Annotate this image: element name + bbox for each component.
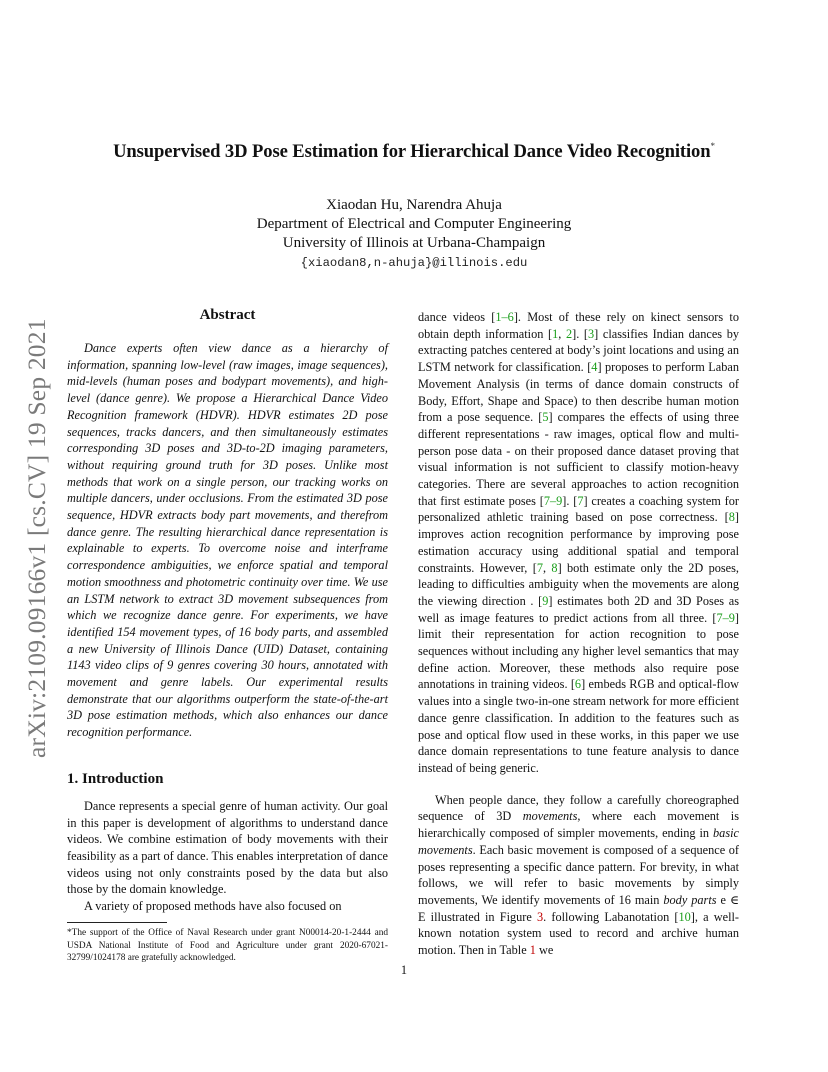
body-text: , bbox=[558, 326, 566, 341]
emphasis-text: body parts bbox=[663, 892, 717, 907]
body-text: ]. [ bbox=[572, 326, 588, 341]
body-text: ] embeds RGB and optical-flow values into a single two-in-one stream network for more efficient dance genre classification. In addition to the features such as pose and optical flow used in these works, in this paper we use dance domain representations to tune feature analysis to dance instead of being generic. bbox=[418, 677, 740, 775]
body-text: When people dance, they follow a carefully choreographed sequence of 3D bbox=[418, 792, 739, 824]
citation-link[interactable]: 7 bbox=[577, 493, 584, 508]
right-paragraph-1 bbox=[418, 309, 739, 777]
citation-link[interactable]: 1 bbox=[552, 326, 559, 341]
section-heading-introduction: 1. Introduction bbox=[67, 770, 164, 787]
title-footnote-mark: * bbox=[710, 141, 715, 151]
figure-reference-link[interactable]: 3 bbox=[537, 909, 544, 924]
body-text: ] limit their representation for action recognition to pose sequences without including any higher level semantics that may define action. Moreover, these methods also require pose annotations in training videos. [ bbox=[418, 610, 739, 692]
author-university: University of Illinois at Urbana-Champaign bbox=[282, 235, 546, 251]
body-text: ] creates a coaching system for personalized athletic training based on pose correctness. [ bbox=[418, 493, 739, 525]
left-column bbox=[67, 307, 388, 915]
body-text: e ∈ E illustrated in Figure bbox=[418, 892, 739, 924]
body-text: ] both estimate only the 2D poses, leading to difficulties ambiguity when the movements are along the viewing direction . [ bbox=[418, 560, 739, 608]
citation-link[interactable]: 6 bbox=[574, 677, 582, 692]
citation-link[interactable]: 7–9 bbox=[716, 610, 735, 625]
citation-link[interactable]: 5 bbox=[542, 410, 549, 425]
body-text: . following Labanotation [ bbox=[543, 909, 679, 924]
paper-title bbox=[60, 141, 768, 163]
author-block bbox=[160, 196, 668, 273]
body-text: ]. Most of these rely on kinect sensors to obtain depth information [ bbox=[418, 310, 739, 341]
intro-paragraph-1: Dance represents a special genre of human activity. Our goal in this paper is development of algorithms to understand dance videos. We combine estimation of body movements with their feasibility as a part of dance. This enables interpretation of dance videos using not only constraints posed by the data but also those by the domain knowledge. bbox=[67, 798, 388, 897]
citation-link[interactable]: 8 bbox=[551, 560, 558, 575]
table-reference-link[interactable]: 1 bbox=[529, 943, 536, 958]
body-text: ], a well-known notation system used to record and archive human motion. Then in Table bbox=[418, 909, 740, 958]
citation-link[interactable]: 2 bbox=[565, 326, 573, 341]
right-column bbox=[418, 309, 739, 959]
body-text: ] estimates both 2D and 3D Poses as well as image features to predict actions from all three. [ bbox=[418, 593, 740, 625]
page-number: 1 bbox=[400, 963, 408, 977]
emphasis-text: basic movements bbox=[418, 826, 739, 857]
footnote-rule bbox=[67, 922, 167, 923]
body-text: . Each basic movement is composed of a sequence of poses representing a specific dance pattern. For brevity, in what follows, we will refer to basic movements by simply movements, We identify movements of 16 main bbox=[418, 842, 739, 907]
citation-link[interactable]: 10 bbox=[678, 909, 691, 924]
citation-link[interactable]: 7 bbox=[536, 560, 543, 575]
right-paragraph-2 bbox=[418, 792, 739, 959]
citation-link[interactable]: 3 bbox=[588, 326, 595, 341]
author-department: Department of Electrical and Computer Engineering bbox=[256, 216, 572, 232]
body-text: ] proposes to perform Laban Movement Analysis (in terms of dance domain constructs of Body, Effort, Shape and Space) to then describe human motion from a pose sequence. [ bbox=[418, 360, 739, 425]
abstract-heading: Abstract bbox=[199, 307, 256, 323]
body-text: dance videos [ bbox=[418, 310, 496, 324]
body-text: , where each movement is hierarchically composed of simpler movements, ending in bbox=[418, 809, 740, 841]
body-text: ]. [ bbox=[562, 493, 578, 508]
abstract-text: Dance experts often view dance as a hierarchy of information, spanning low-level (raw images, image sequences), mid-levels (human poses and bodypart movements), and high-level (dance genre). We propose a Hierarchical Dance Video Recognition framework (HDVR). HDVR estimates 2D pose sequences, tracks dancers, and then simultaneously estimates corresponding 3D poses and 3D-to-2D imaging parameters, without requiring ground truth for 3D poses. Unlike most methods that work on a single person, our tracking works on multiple dancers, under occlusions. From the estimated 3D pose sequence, HDVR extracts body part movements, and therefrom dance genre. The resulting hierarchical dance representation is explainable to experts. To overcome noise and interframe correspondence ambiguities, we enforce spatial and temporal motion smoothness and photometric continuity over time. We use an LSTM network to extract 3D movement subsequences from which we recognize dance genre. For experiments, we have identified 154 movement types, of 16 body parts, and assembled a new University of Illinois Dance (UID) Dataset, containing 1143 video clips of 9 genres covering 30 hours, annotated with movement and genre labels. Our experimental results demonstrate that our algorithms outperform the state-of-the-art 3D pose estimation methods, which also enhances our dance recognition performance. bbox=[67, 341, 388, 740]
body-text: ] improves action recognition performance by improving pose estimation accuracy using additional spatial and temporal constraints. However, [ bbox=[418, 510, 739, 575]
citation-link[interactable]: 8 bbox=[728, 510, 735, 525]
citation-link[interactable]: 4 bbox=[591, 360, 598, 375]
body-text: ] classifies Indian dances by extracting patches centered at body’s joint locations and using an LSTM network for classification. [ bbox=[418, 326, 739, 375]
paper-title-text: Unsupervised 3D Pose Estimation for Hierarchical Dance Video Recognition bbox=[113, 141, 711, 162]
citation-link[interactable]: 1–6 bbox=[495, 310, 514, 324]
intro-paragraph-2-start: A variety of proposed methods have also focused on bbox=[84, 899, 342, 914]
emphasis-text: movements bbox=[522, 809, 578, 824]
arxiv-identifier[interactable]: arXiv:2109.09166v1 [cs.CV] 19 Sep 2021 bbox=[22, 318, 51, 758]
footnote-acknowledgment: *The support of the Office of Naval Research under grant N00014-20-1-2444 and USDA National Institute of Food and Agriculture under grant 2020-67021-32799/1024178 are gratefully acknowledged. bbox=[67, 928, 388, 963]
body-text: ] compares the effects of using three different representations - raw images, optical flow and multi-person pose data - on their proposed dance dataset proving that visual information is not sufficient to classify motion-heavy categories. There are several approaches to action recognition that first estimate poses [ bbox=[418, 410, 739, 508]
body-text: , bbox=[542, 560, 552, 575]
citation-link[interactable]: 9 bbox=[542, 593, 549, 608]
author-email[interactable]: {xiaodan8,n-ahuja}@illinois.edu bbox=[300, 256, 528, 270]
citation-link[interactable]: 7–9 bbox=[543, 493, 563, 508]
author-names: Xiaodan Hu, Narendra Ahuja bbox=[326, 197, 502, 213]
body-text: we bbox=[535, 943, 554, 958]
